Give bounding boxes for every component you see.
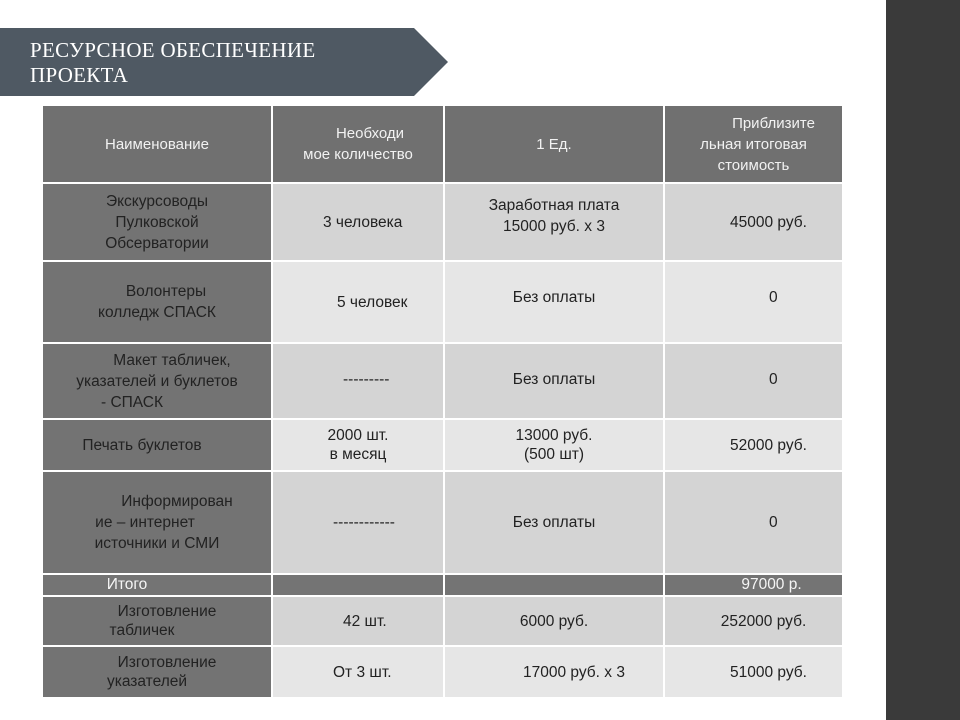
cell-name (43, 472, 271, 573)
cell-text: в месяц (329, 446, 387, 463)
cell-text: указателей (106, 673, 188, 690)
cell-total (665, 647, 842, 697)
cell-text: Наименование (105, 135, 209, 153)
cell-name (43, 262, 271, 342)
cell-text: 97000 р. (741, 576, 802, 593)
cell-unit (445, 184, 663, 260)
cell-text: источники и СМИ (94, 535, 220, 552)
page-title (30, 38, 410, 88)
cell-text: 1 Ед. (536, 135, 572, 153)
cell-text: табличек (109, 622, 175, 639)
cell-text: 3 человека (323, 213, 403, 231)
cell-text: Печать буклетов (82, 436, 202, 454)
cell-text: (500 шт) (523, 446, 585, 463)
cell-text: указателей и буклетов (76, 372, 238, 390)
cell-quantity (273, 472, 443, 573)
cell-text: 0 (769, 514, 778, 531)
cell-unit (445, 597, 663, 645)
table-row (43, 647, 842, 697)
header-unit (445, 106, 663, 182)
table-row (43, 472, 842, 573)
cell-text: Изготовление (117, 654, 217, 671)
total-spacer (273, 575, 443, 595)
cell-unit (445, 420, 663, 470)
cell-total (665, 344, 842, 418)
cell-total (665, 420, 842, 470)
cell-text: Пулковской (115, 213, 199, 231)
resource-table (41, 104, 844, 699)
cell-text: Экскурсоводы (105, 192, 209, 210)
cell-unit (445, 344, 663, 418)
table-row (43, 184, 842, 260)
total-label (43, 575, 271, 595)
cell-name (43, 344, 271, 418)
table-row (43, 344, 842, 418)
cell-total (665, 472, 842, 573)
cell-quantity (273, 262, 443, 342)
cell-text: Изготовление (117, 603, 217, 620)
cell-unit (445, 647, 663, 697)
cell-text: мое количество (303, 146, 413, 163)
cell-text: Без оплаты (512, 514, 596, 531)
cell-text: 51000 руб. (730, 663, 807, 681)
cell-text: Информирован (121, 493, 233, 510)
cell-text: 42 шт. (343, 612, 387, 630)
cell-text: ие – интернет (95, 514, 195, 531)
cell-text: 6000 руб. (519, 612, 589, 630)
cell-text: льная итоговая (700, 135, 807, 153)
cell-text: Итого (106, 576, 148, 593)
cell-quantity (273, 420, 443, 470)
table-header-row (43, 106, 842, 182)
cell-text: Волонтеры (125, 283, 207, 300)
total-value (665, 575, 842, 595)
header-quantity (273, 106, 443, 182)
page-title-line-1: РЕСУРСНОЕ ОБЕСПЕЧЕНИЕ (30, 38, 316, 62)
table-row (43, 262, 842, 342)
cell-text: ------------ (333, 514, 395, 531)
cell-text: 13000 руб. (515, 427, 593, 444)
header-total (665, 106, 842, 182)
cell-text: Макет табличек, (113, 351, 231, 369)
cell-name (43, 597, 271, 645)
cell-quantity (273, 597, 443, 645)
cell-text: стоимость (717, 156, 790, 174)
cell-text: Необходи (335, 125, 405, 142)
table-row (43, 597, 842, 645)
cell-quantity (273, 344, 443, 418)
cell-text: От 3 шт. (333, 663, 392, 681)
cell-text: 52000 руб. (730, 436, 807, 454)
cell-text: --------- (343, 370, 390, 388)
cell-text: 252000 руб. (720, 612, 807, 630)
cell-text: 2000 шт. (327, 427, 389, 444)
cell-name (43, 420, 271, 470)
total-spacer (445, 575, 663, 595)
table-row (43, 420, 842, 470)
cell-quantity (273, 647, 443, 697)
cell-text: Заработная плата (488, 197, 620, 214)
cell-total (665, 262, 842, 342)
title-banner (0, 28, 448, 96)
cell-unit (445, 472, 663, 573)
cell-text: Обсерватории (105, 234, 209, 252)
cell-text: 0 (769, 370, 778, 388)
table-total-row (43, 575, 842, 595)
cell-quantity (273, 184, 443, 260)
right-decor-bar (886, 0, 960, 720)
header-name (43, 106, 271, 182)
cell-text: 45000 руб. (730, 213, 807, 231)
cell-total (665, 184, 842, 260)
cell-text: - СПАСК (100, 393, 164, 411)
cell-text: 0 (769, 288, 778, 306)
cell-total (665, 597, 842, 645)
cell-text: 5 человек (337, 293, 408, 311)
cell-text: Без оплаты (512, 288, 596, 306)
cell-name (43, 647, 271, 697)
cell-text: Приблизите (732, 114, 815, 132)
page-title-line-2: ПРОЕКТА (30, 63, 129, 87)
cell-text: 15000 руб. х 3 (503, 218, 605, 235)
cell-text: 17000 руб. х 3 (523, 663, 625, 681)
cell-text: колледж СПАСК (98, 304, 216, 321)
cell-name (43, 184, 271, 260)
cell-text: Без оплаты (512, 370, 596, 388)
cell-unit (445, 262, 663, 342)
